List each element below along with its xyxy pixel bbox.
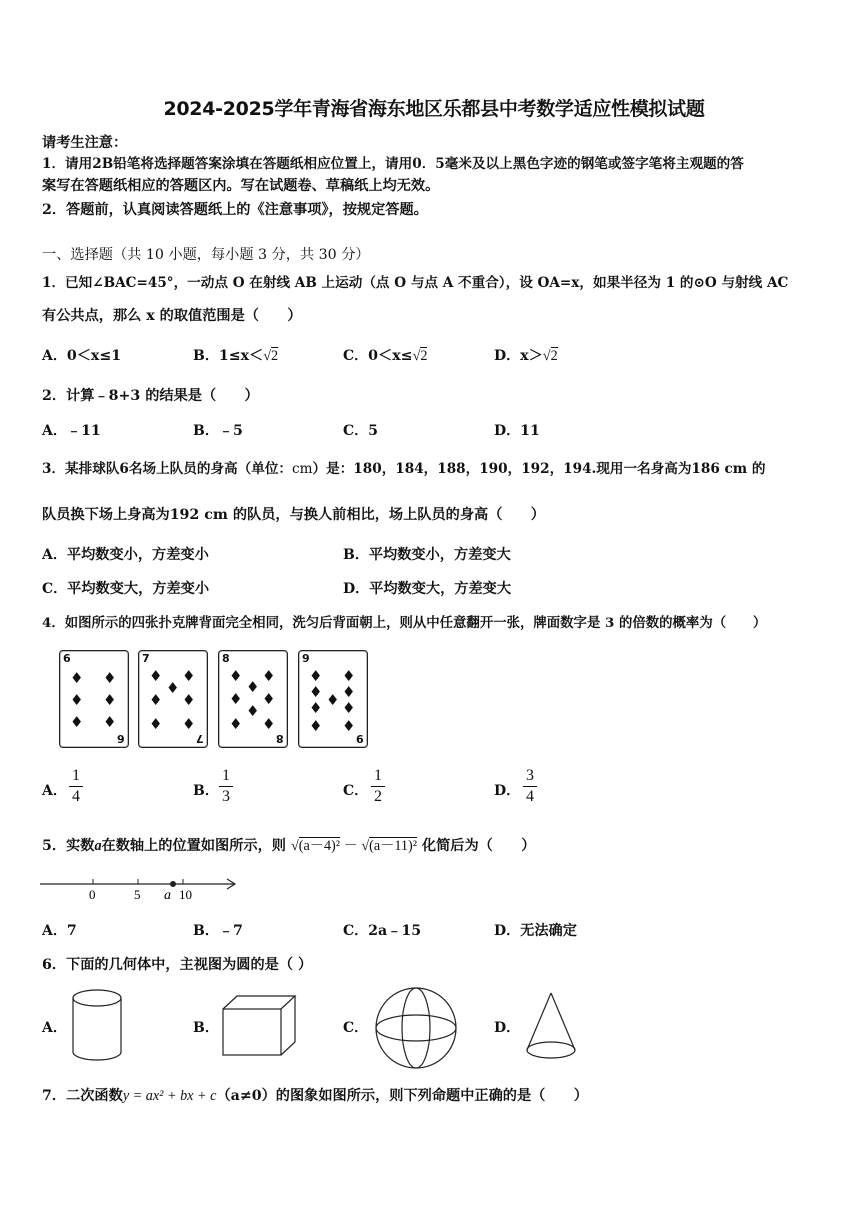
numerator: 3 bbox=[526, 767, 534, 784]
quadratic-formula: y = ax² + bx + c bbox=[122, 1088, 217, 1104]
q3-unit: cm bbox=[292, 461, 313, 477]
option-label: A． bbox=[42, 923, 67, 939]
option-label: A． bbox=[42, 547, 67, 563]
q4-option-c-fraction bbox=[371, 768, 385, 805]
q2-stem: 2．计算﹣8+3 的结果是（ ） bbox=[42, 388, 259, 404]
diamond-icon: ♦ bbox=[262, 715, 276, 733]
notice-line-3: 2．答题前，认真阅读答题纸上的《注意事项》，按规定答题。 bbox=[42, 202, 428, 218]
option-label: A． bbox=[42, 423, 67, 439]
diamond-icon: ♦ bbox=[246, 702, 260, 720]
diamond-icon: ♦ bbox=[326, 691, 340, 709]
option-text: 5 bbox=[368, 423, 379, 439]
option-label: B． bbox=[193, 1020, 219, 1036]
diamond-icon: ♦ bbox=[246, 678, 260, 696]
q5-option-d[interactable] bbox=[494, 922, 577, 940]
q5-stem-part-c: 化简后为（ ） bbox=[421, 838, 536, 854]
diamond-icon: ♦ bbox=[149, 691, 163, 709]
diamond-icon: ♦ bbox=[149, 667, 163, 685]
option-text: 平均数变大，方差变大 bbox=[369, 581, 512, 597]
q7-stem bbox=[42, 1087, 588, 1105]
playing-card-7 bbox=[138, 650, 208, 748]
q5-option-a[interactable] bbox=[42, 922, 77, 940]
option-text: 2a﹣15 bbox=[368, 923, 422, 939]
option-label: D． bbox=[494, 348, 521, 364]
card-rank: 9 bbox=[302, 652, 310, 665]
cylinder-icon bbox=[70, 988, 126, 1064]
notice-line-1: 1．请用2B铅笔将选择题答案涂填在答题纸相应位置上，请用0．5毫米及以上黑色字迹的钢笔或签字笔将主观题的答 bbox=[42, 156, 744, 172]
q1-stem-line-2: 有公共点，那么 x 的取值范围是（ ） bbox=[42, 308, 302, 324]
cone-icon bbox=[523, 990, 579, 1066]
q5-expression: √(a－4)² － √(a－11)² bbox=[290, 838, 417, 854]
q3-stem-line-1 bbox=[42, 460, 766, 478]
q1-stem-line-1: 1．已知∠BAC=45°，一动点 O 在射线 AB 上运动（点 O 与点 A 不重合），设 OA=x，如果半径为 1 的⊙O 与射线 AC bbox=[42, 275, 789, 291]
q3-option-a[interactable] bbox=[42, 546, 209, 564]
diamond-icon: ♦ bbox=[262, 667, 276, 685]
playing-card-6 bbox=[59, 650, 129, 748]
diamond-icon: ♦ bbox=[309, 683, 323, 701]
option-label: D． bbox=[494, 783, 521, 799]
diamond-icon: ♦ bbox=[342, 667, 356, 685]
card-rank: 6 bbox=[63, 652, 71, 665]
option-text: ﹣11 bbox=[66, 423, 101, 439]
diamond-icon: ♦ bbox=[182, 691, 196, 709]
q4-option-c-label[interactable] bbox=[343, 782, 368, 800]
notice-line-2: 案写在答题纸相应的答题区内。写在试题卷、草稿纸上均无效。 bbox=[42, 178, 440, 194]
q3-option-d[interactable] bbox=[343, 580, 511, 598]
option-text: 平均数变小，方差变大 bbox=[368, 547, 511, 563]
number-line bbox=[38, 872, 243, 902]
q3-stem-part-b: ）是：180，184，188，190，192，194.现用一名身高为186 cm 的 bbox=[312, 461, 766, 477]
option-label: B． bbox=[193, 783, 219, 799]
option-text: 1≤x＜ bbox=[218, 348, 264, 364]
diamond-icon: ♦ bbox=[166, 679, 180, 697]
option-label: B． bbox=[343, 547, 369, 563]
playing-card-9 bbox=[298, 650, 368, 748]
q5-stem bbox=[42, 837, 535, 855]
q6-stem: 6．下面的几何体中，主视图为圆的是（ ） bbox=[42, 957, 313, 973]
diamond-icon: ♦ bbox=[182, 715, 196, 733]
point-a bbox=[170, 881, 176, 887]
q1-option-b[interactable] bbox=[193, 347, 278, 365]
q3-stem-line-2: 队员换下场上身高为192 cm 的队员，与换人前相比，场上队员的身高（ ） bbox=[42, 507, 545, 523]
option-label: D． bbox=[494, 923, 521, 939]
variable-a: a bbox=[94, 838, 102, 854]
expr-1: (a－4)² bbox=[298, 838, 341, 854]
q6-option-d[interactable] bbox=[494, 1019, 520, 1037]
q1-option-a[interactable] bbox=[42, 347, 121, 365]
diamond-icon: ♦ bbox=[309, 717, 323, 735]
option-label: D． bbox=[494, 1020, 521, 1036]
denominator: 2 bbox=[374, 788, 382, 805]
q3-option-b[interactable] bbox=[343, 546, 511, 564]
diamond-icon: ♦ bbox=[149, 715, 163, 733]
option-label: A． bbox=[42, 783, 67, 799]
q4-stem: 4．如图所示的四张扑克牌背面完全相同，洗匀后背面朝上，则从中任意翻开一张，牌面数字是 3 的倍数的概率为（ ） bbox=[42, 615, 767, 631]
option-label: C． bbox=[343, 923, 369, 939]
option-text: 无法确定 bbox=[520, 923, 577, 939]
tick-label-10: 10 bbox=[179, 887, 192, 902]
numerator: 1 bbox=[222, 767, 230, 784]
diamond-icon: ♦ bbox=[342, 717, 356, 735]
diamond-icon: ♦ bbox=[70, 713, 84, 731]
diamond-icon: ♦ bbox=[342, 683, 356, 701]
option-text: 0＜x≤1 bbox=[66, 348, 122, 364]
diamond-icon: ♦ bbox=[70, 669, 84, 687]
diamond-icon: ♦ bbox=[342, 699, 356, 717]
card-rank-rotated: 9 bbox=[356, 732, 364, 745]
card-rank-rotated: 6 bbox=[117, 732, 125, 745]
option-text: 平均数变小，方差变小 bbox=[66, 547, 209, 563]
card-rank-rotated: 7 bbox=[196, 732, 204, 745]
option-text: ﹣5 bbox=[218, 423, 243, 439]
diamond-icon: ♦ bbox=[262, 690, 276, 708]
q6-option-a[interactable] bbox=[42, 1019, 67, 1037]
diamond-icon: ♦ bbox=[103, 713, 117, 731]
option-label: D． bbox=[494, 423, 521, 439]
option-text: 平均数变大，方差变小 bbox=[67, 581, 210, 597]
option-label: C． bbox=[42, 581, 68, 597]
option-label: D． bbox=[343, 581, 370, 597]
q4-option-b-label[interactable] bbox=[193, 782, 219, 800]
point-a-label: a bbox=[164, 888, 171, 902]
q6-option-b[interactable] bbox=[193, 1019, 219, 1037]
minus-sign: － bbox=[343, 838, 358, 854]
option-label: B． bbox=[193, 348, 219, 364]
q2-option-a[interactable] bbox=[42, 422, 101, 440]
sqrt-arg: 2 bbox=[271, 348, 279, 364]
sqrt-symbol: √2 bbox=[412, 348, 428, 364]
diamond-icon: ♦ bbox=[309, 699, 323, 717]
denominator: 4 bbox=[526, 788, 534, 805]
q3-stem-part-a: 3．某排球队6名场上队员的身高（单位： bbox=[42, 461, 293, 477]
sphere-icon bbox=[373, 985, 459, 1071]
q4-option-b-fraction bbox=[219, 768, 233, 805]
option-label: C． bbox=[343, 1020, 369, 1036]
option-label: C． bbox=[343, 783, 369, 799]
diamond-icon: ♦ bbox=[182, 667, 196, 685]
diamond-icon: ♦ bbox=[103, 691, 117, 709]
numerator: 1 bbox=[374, 767, 382, 784]
diamond-icon: ♦ bbox=[229, 667, 243, 685]
option-text: 0＜x≤ bbox=[368, 348, 413, 364]
option-label: B． bbox=[193, 923, 219, 939]
diamond-icon: ♦ bbox=[229, 690, 243, 708]
diamond-icon: ♦ bbox=[103, 669, 117, 687]
q6-option-c[interactable] bbox=[343, 1019, 368, 1037]
denominator: 3 bbox=[222, 788, 230, 805]
playing-card-8 bbox=[218, 650, 288, 748]
q7-stem-part-b: （a≠0）的图象如图所示，则下列命题中正确的是（ ） bbox=[216, 1088, 588, 1104]
expr-2: (a－11)² bbox=[369, 838, 417, 854]
q3-option-c[interactable] bbox=[42, 580, 209, 598]
notice-heading: 请考生注意： bbox=[42, 135, 128, 151]
q2-option-c[interactable] bbox=[343, 422, 378, 440]
option-label: A． bbox=[42, 1020, 67, 1036]
sqrt-symbol: √2 bbox=[542, 348, 558, 364]
page-title: 2024-2025学年青海省海东地区乐都县中考数学适应性模拟试题 bbox=[163, 98, 705, 120]
option-label: C． bbox=[343, 423, 369, 439]
q5-stem-part-a: 5．实数 bbox=[42, 838, 95, 854]
option-text: x＞ bbox=[520, 348, 543, 364]
option-text: ﹣7 bbox=[218, 923, 243, 939]
tick-label-0: 0 bbox=[89, 887, 96, 902]
q7-stem-part-a: 7．二次函数 bbox=[42, 1088, 123, 1104]
q2-option-d[interactable] bbox=[494, 422, 540, 440]
card-rank: 7 bbox=[142, 652, 150, 665]
q4-option-d-fraction bbox=[523, 768, 537, 805]
cuboid-icon bbox=[220, 993, 300, 1059]
q5-option-c[interactable] bbox=[343, 922, 421, 940]
option-text: 11 bbox=[520, 423, 540, 439]
option-text: 7 bbox=[66, 923, 77, 939]
card-rank-rotated: 8 bbox=[276, 732, 284, 745]
q5-option-b[interactable] bbox=[193, 922, 243, 940]
option-label: A． bbox=[42, 348, 67, 364]
denominator: 4 bbox=[72, 788, 80, 805]
sqrt-symbol: √2 bbox=[263, 348, 279, 364]
section-heading: 一、选择题（共 10 小题，每小题 3 分，共 30 分） bbox=[42, 247, 370, 263]
q4-option-a-label[interactable] bbox=[42, 782, 67, 800]
option-label: B． bbox=[193, 423, 219, 439]
tick-label-5: 5 bbox=[134, 887, 141, 902]
numerator: 1 bbox=[72, 767, 80, 784]
option-label: C． bbox=[343, 348, 369, 364]
card-rank: 8 bbox=[222, 652, 230, 665]
sqrt-arg: 2 bbox=[420, 348, 428, 364]
q1-option-c[interactable] bbox=[343, 347, 427, 365]
q4-option-a-fraction bbox=[69, 768, 83, 805]
diamond-icon: ♦ bbox=[229, 715, 243, 733]
q2-option-b[interactable] bbox=[193, 422, 243, 440]
q4-option-d-label[interactable] bbox=[494, 782, 520, 800]
q5-stem-part-b: 在数轴上的位置如图所示，则 bbox=[101, 838, 286, 854]
sqrt-arg: 2 bbox=[550, 348, 558, 364]
diamond-icon: ♦ bbox=[309, 667, 323, 685]
diamond-icon: ♦ bbox=[70, 691, 84, 709]
q1-option-d[interactable] bbox=[494, 347, 558, 365]
